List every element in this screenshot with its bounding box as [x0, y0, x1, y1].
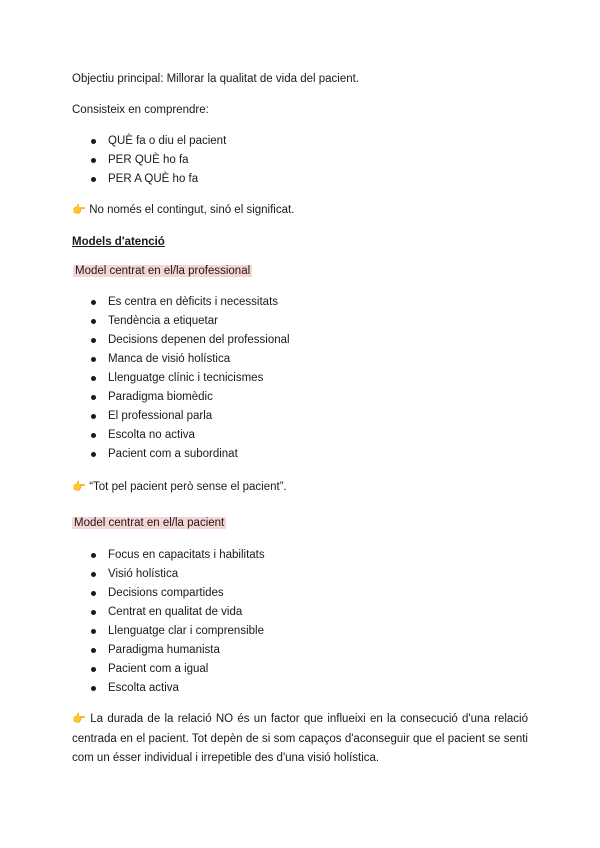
list-item: Visió holística	[72, 567, 265, 586]
list-item: Llenguatge clínic i tecnicismes	[72, 371, 290, 390]
list-item: Decisions depenen del professional	[72, 333, 290, 352]
list-item: Centrat en qualitat de vida	[72, 605, 265, 624]
list-item: Llenguatge clar i comprensible	[72, 624, 265, 643]
list-item: PER QUÈ ho fa	[72, 153, 226, 172]
closing-note-text: La durada de la relació NO és un factor que influeixi en la consecució d'una relació centrada en el pacient. Tot depèn de si som capaços d'aconseguir que el pacient se senti com un ésser individual i irrepetible des d'una visió holística.	[72, 713, 528, 764]
note-significance	[72, 203, 294, 217]
list-item: Escolta activa	[72, 681, 265, 700]
models-heading: Models d'atenció	[72, 236, 165, 248]
closing-note	[72, 710, 528, 769]
list-item: Focus en capacitats i habilitats	[72, 548, 265, 567]
professional-model-list	[72, 295, 290, 466]
list-item: Pacient com a igual	[72, 662, 265, 681]
patient-model-title	[72, 516, 226, 530]
pointing-hand-icon: 👉	[72, 481, 86, 493]
list-item: Escolta no activa	[72, 428, 290, 447]
list-item: El professional parla	[72, 409, 290, 428]
objective-text: Objectiu principal: Millorar la qualitat de vida del pacient.	[72, 73, 360, 85]
list-item: Pacient com a subordinat	[72, 447, 290, 466]
list-item: Paradigma humanista	[72, 643, 265, 662]
professional-model-title	[73, 264, 252, 278]
list-item: QUÈ fa o diu el pacient	[72, 134, 226, 153]
patient-model-list	[72, 548, 265, 700]
list-item: Tendència a etiquetar	[72, 314, 290, 333]
patient-model-title-text: Model centrat en el/la pacient	[74, 517, 225, 529]
list-item: Decisions compartides	[72, 586, 265, 605]
pointing-hand-icon: 👉	[72, 713, 86, 725]
list-item: Paradigma biomèdic	[72, 390, 290, 409]
note-text: No només el contingut, sinó el significat.	[89, 204, 295, 216]
professional-quote	[72, 480, 287, 494]
consists-intro: Consisteix en comprendre:	[72, 104, 209, 116]
list-item: Es centra en dèficits i necessitats	[72, 295, 290, 314]
consists-list	[72, 134, 226, 191]
list-item: PER A QUÈ ho fa	[72, 172, 226, 191]
list-item: Manca de visió holística	[72, 352, 290, 371]
pointing-hand-icon: 👉	[72, 204, 86, 216]
professional-model-title-text: Model centrat en el/la professional	[75, 265, 251, 277]
quote-text: “Tot pel pacient però sense el pacient”.	[89, 481, 287, 493]
